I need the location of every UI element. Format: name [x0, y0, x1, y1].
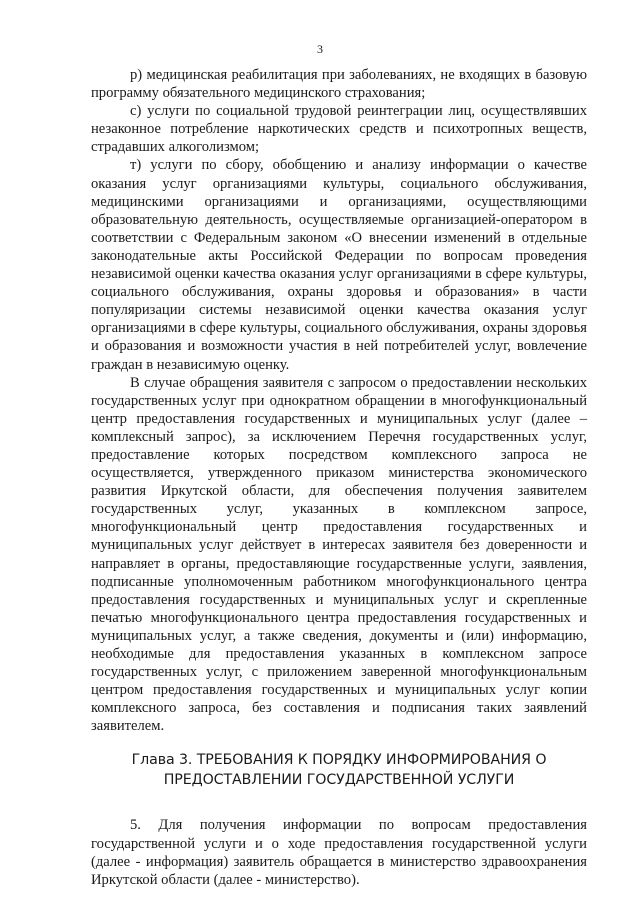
- paragraph-s: с) услуги по социальной трудовой реинтеграции лиц, осуществлявших незаконное потребление наркотических средств и психотропных веществ, страдавших алкоголизмом;: [91, 103, 587, 156]
- chapter-heading-line-2: ПРЕДОСТАВЛЕНИИ ГОСУДАРСТВЕННОЙ УСЛУГИ: [163, 772, 515, 789]
- paragraph-t: т) услуги по сбору, обобщению и анализу информации о качестве оказания услуг организациями культуры, социального обслуживания, медицинскими организациями и организациями, осуществляющими образовательную деятельность, осуществляемые организацией-оператором в соответствии с Федеральным законом «О внесении изменений в отдельные законодательные акты Российской Федерации по вопросам проведения независимой оценки качества оказания услуг организациями в сфере культуры, социального обслуживания, охраны здоровья и образования» в части популяризации системы независимой оценки качества оказания услуг организациями в сфере культуры, социального обслуживания, охраны здоровья и образования и возможности участия в ней потребителей услуг, вовлечение граждан в независимую оценку.: [91, 157, 587, 373]
- page-number: 3: [317, 42, 323, 56]
- chapter-heading-line-1: Глава 3. ТРЕБОВАНИЯ К ПОРЯДКУ ИНФОРМИРОВАНИЯ О: [131, 752, 547, 769]
- paragraph-5: 5. Для получения информации по вопросам предоставления государственной услуги и о ходе предоставления государственной услуги (далее - информация) заявитель обращается в министерство здравоохранения Иркутской области (далее - министерство).: [91, 817, 587, 888]
- paragraph-complex-request: В случае обращения заявителя с запросом о предоставлении нескольких государственных услуг при однократном обращении в многофункциональный центр предоставления государственных и муниципальных услуг (далее – комплексный запрос), за исключением Перечня государственных услуг, предоставление которых посредством комплексного запроса не осуществляется, утвержденного приказом министерства экономического развития Иркутской области, для обеспечения получения заявителем государственных услуг, указанных в комплексном запросе, многофункциональный центр предоставления государственных и муниципальных услуг действует в интересах заявителя без доверенности и направляет в органы, предоставляющие государственные услуги, заявления, подписанные уполномоченным работником многофункционального центра предоставления государственных и муниципальных услуг и скрепленные печатью многофункционального центра предоставления государственных и муниципальных услуг, а также сведения, документы и (или) информацию, необходимые для предоставления указанных в комплексном запросе государственных услуг, с приложением заверенной многофункциональным центром предоставления государственных и муниципальных услуг копии комплексного запроса, без составления и подписания таких заявлений заявителем.: [91, 374, 587, 735]
- chapter-heading: [91, 750, 587, 790]
- document-body: [91, 66, 587, 889]
- paragraph-r: р) медицинская реабилитация при заболеваниях, не входящих в базовую программу обязательного медицинского страхования;: [91, 67, 587, 102]
